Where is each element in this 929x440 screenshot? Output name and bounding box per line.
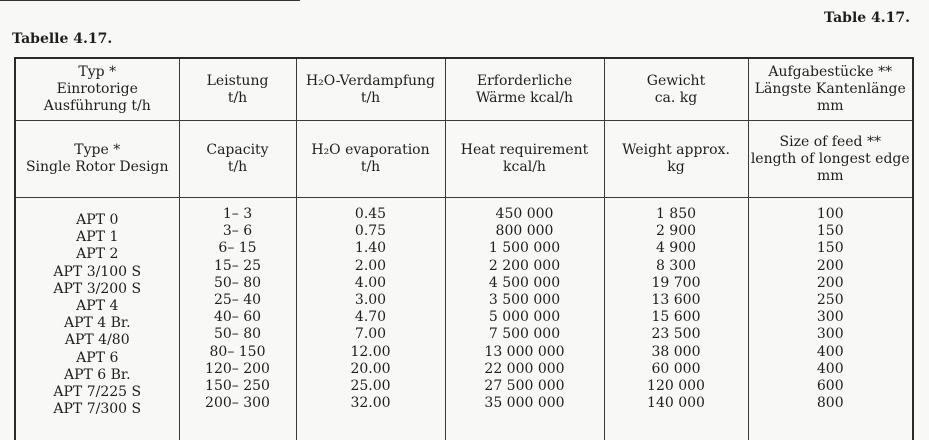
heat-cell: 450 000 [495, 206, 554, 222]
heat-column [445, 198, 604, 440]
feed-cell: 800 [816, 395, 844, 412]
types-cell: APT 0 [76, 212, 119, 228]
header-line: kcal/h [503, 159, 546, 175]
data-row [15, 198, 913, 440]
types-cell: APT 4/80 [64, 332, 130, 349]
header-feed-en [748, 121, 913, 198]
capacity-cell: 3– 6 [222, 223, 253, 240]
evaporation-cell: 25.00 [350, 377, 391, 394]
header-line: Capacity [206, 142, 269, 158]
evaporation-cell: 20.00 [350, 360, 391, 377]
header-row-english [15, 121, 913, 198]
capacity-cell: 6– 15 [218, 240, 257, 257]
weight-cell: 140 000 [647, 395, 705, 412]
heat-cell: 3 500 000 [488, 291, 561, 308]
feed-cell: 400 [816, 343, 844, 360]
types-cell: APT 6 [76, 349, 119, 366]
types-cell: APT 7/300 S [53, 401, 142, 418]
evaporation-column [296, 198, 445, 440]
heat-cell: 5 000 000 [488, 309, 561, 326]
header-line: Ausführung t/h [43, 98, 151, 114]
weight-cell: 1 850 [655, 206, 697, 222]
feed-cell: 250 [816, 291, 844, 308]
weight-cell: 8 300 [655, 257, 697, 274]
heat-cell: 800 000 [495, 223, 554, 240]
header-line: Weight approx. [622, 142, 730, 158]
header-line: Size of feed ** [779, 133, 881, 150]
capacity-cell: 25– 40 [213, 291, 262, 308]
heat-cell: 1 500 000 [488, 240, 561, 257]
feed-column [748, 198, 913, 440]
evaporation-cell: 7.00 [354, 326, 387, 343]
weight-cell: 15 600 [651, 309, 701, 326]
header-capacity-en [179, 121, 296, 198]
capacity-cell: 150– 250 [205, 377, 270, 394]
heat-cell: 4 500 000 [488, 274, 561, 291]
header-line: kg [667, 159, 685, 175]
types-cell: APT 7/225 S [53, 383, 142, 400]
heat-cell: 27 500 000 [484, 377, 565, 394]
header-line: Längste Kantenlänge [754, 81, 906, 97]
weight-cell: 38 000 [651, 343, 701, 360]
header-type-de [15, 58, 179, 121]
feed-cell: 200 [816, 257, 844, 274]
header-line: Erforderliche [476, 72, 573, 89]
feed-cell: 300 [816, 326, 844, 343]
header-line: t/h [360, 89, 381, 106]
header-line: Aufgabestücke ** [768, 64, 893, 80]
evaporation-cell: 4.70 [354, 309, 387, 326]
types-cell: APT 6 Br. [63, 366, 131, 383]
header-line: Heat requirement [460, 142, 589, 158]
capacity-cell: 1– 3 [222, 206, 253, 222]
types-cell: APT 2 [76, 246, 119, 263]
header-line: Single Rotor Design [25, 159, 169, 175]
heat-cell: 22 000 000 [484, 360, 565, 377]
evaporation-cell: 12.00 [350, 343, 391, 360]
weight-cell: 120 000 [647, 377, 705, 394]
header-evaporation-en [296, 121, 445, 198]
header-line: ca. kg [654, 89, 698, 106]
table-title-english: Table 4.17. [824, 10, 911, 26]
header-weight-en [604, 121, 748, 198]
evaporation-cell: 3.00 [354, 291, 387, 308]
header-line: H₂O evaporation [311, 142, 430, 158]
feed-cell: 300 [816, 309, 844, 326]
header-line: H₂O-Verdampfung [305, 72, 436, 89]
heat-cell: 13 000 000 [484, 343, 565, 360]
heat-cell: 35 000 000 [484, 395, 565, 412]
header-line: Typ * [78, 64, 117, 80]
header-weight-de [604, 58, 748, 121]
types-cell: APT 3/100 S [53, 263, 142, 280]
evaporation-cell: 32.00 [350, 395, 391, 412]
feed-cell: 200 [816, 274, 844, 291]
capacity-cell: 40– 60 [213, 309, 262, 326]
evaporation-cell: 2.00 [354, 257, 387, 274]
table-title-german: Tabelle 4.17. [12, 31, 113, 47]
capacity-cell: 50– 80 [213, 274, 262, 291]
feed-cell: 150 [816, 223, 844, 240]
capacity-cell: 200– 300 [205, 395, 270, 412]
header-feed-de [748, 58, 913, 121]
capacity-cell: 120– 200 [205, 360, 270, 377]
weight-cell: 19 700 [651, 274, 701, 291]
feed-cell: 600 [816, 377, 844, 394]
weight-column [604, 198, 748, 440]
header-line: Einrotorige [56, 81, 138, 97]
specs-table [14, 57, 914, 440]
feed-cell: 400 [816, 360, 844, 377]
header-capacity-de [179, 58, 296, 121]
feed-cell: 100 [816, 206, 844, 222]
heat-cell: 2 200 000 [488, 257, 561, 274]
top-rule [0, 0, 300, 1]
weight-cell: 23 500 [651, 326, 701, 343]
types-cell: APT 1 [76, 229, 119, 246]
type-column [15, 198, 179, 440]
header-heat-en [445, 121, 604, 198]
evaporation-cell: 0.45 [354, 206, 387, 222]
evaporation-cell: 0.75 [354, 223, 387, 240]
header-row-german [15, 58, 913, 121]
weight-cell: 13 600 [651, 291, 701, 308]
header-line: Wärme kcal/h [475, 89, 574, 106]
header-line: t/h [227, 89, 248, 106]
header-heat-de [445, 58, 604, 121]
capacity-cell: 15– 25 [213, 257, 262, 274]
capacity-column [179, 198, 296, 440]
weight-cell: 2 900 [655, 223, 697, 240]
heat-cell: 7 500 000 [488, 326, 561, 343]
evaporation-cell: 4.00 [354, 274, 387, 291]
header-line: t/h [360, 159, 381, 175]
weight-cell: 60 000 [651, 360, 701, 377]
header-line: t/h [227, 159, 248, 175]
evaporation-cell: 1.40 [354, 240, 387, 257]
capacity-cell: 50– 80 [213, 326, 262, 343]
header-evaporation-de [296, 58, 445, 121]
header-type-en [15, 121, 179, 198]
header-line: mm [816, 167, 844, 184]
weight-cell: 4 900 [655, 240, 697, 257]
header-line: length of longest edge [750, 150, 910, 167]
header-line: Leistung [206, 72, 269, 89]
types-cell: APT 4 [76, 297, 119, 314]
capacity-cell: 80– 150 [209, 343, 266, 360]
types-cell: APT 4 Br. [63, 315, 131, 332]
header-line: Gewicht [646, 72, 706, 89]
types-cell: APT 3/200 S [53, 280, 142, 297]
header-line: mm [816, 98, 844, 114]
feed-cell: 150 [816, 240, 844, 257]
header-line: Type * [74, 142, 121, 158]
